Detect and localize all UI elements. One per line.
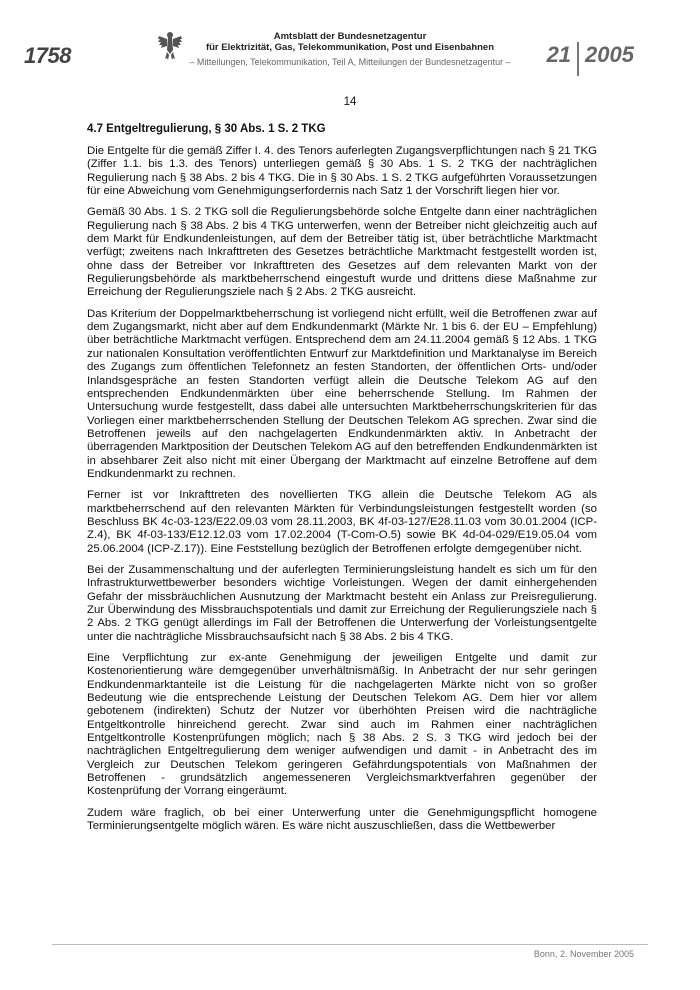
page-number: 1758: [24, 43, 71, 68]
gazette-header: [180, 31, 520, 68]
document-body: [87, 122, 597, 842]
paragraph: Gemäß 30 Abs. 1 S. 2 TKG soll die Regulierungsbehörde solche Entgelte dann einer nachträglichen Regulierung nach § 38 Abs. 2 bis 4 TKG unterwerfen, wenn der Betreiber nicht gleichzeitig auch auf dem Markt für Endkundenleistungen, auf dem der Betreiber tätig ist, über beträchtliche Marktmacht verfügt; zweitens nach Inkrafttreten des Gesetzes beträchtliche Marktmacht festgestellt worden ist, ohne dass der Betreiber vor Inkrafttreten des Gesetzes auf dem relevanten Markt von der Regulierungsbehörde als marktbeherrschend eingestuft wurde und drittens diese Maßnahme zur Erreichung der Regulierungsziele nach § 2 Abs. 2 TKG ausreicht.: [87, 206, 597, 299]
issue-year: 2005: [585, 42, 634, 67]
section-heading: 4.7 Entgeltregulierung, § 30 Abs. 1 S. 2 TKG: [87, 123, 326, 135]
issue-number: 21: [546, 42, 572, 67]
gazette-title-sub: für Elektrizität, Gas, Telekommunikation, Post und Eisenbahnen: [205, 42, 495, 53]
footer-divider: [52, 944, 648, 945]
paragraph: Ferner ist vor Inkrafttreten des novellierten TKG allein die Deutsche Telekom AG als marktbeherrschend auf den relevanten Märkten für Verbindungsleistungen festgestellt worden (so Beschluss BK 4c-03-123/E22.09.03 vom 28.11.2003, BK 4f-03-127/E28.11.03 vom 30.01.2004 (ICP-Z.4), BK 4f-03-133/E12.12.03 vom 17.02.2004 (T-Com-O.5) sowie BK 4d-04-029/E19.05.04 vom 25.06.2004 (ICP-Z.17)). Eine Feststellung bezüglich der Betroffenen erfolgte demgegenüber nicht.: [87, 489, 597, 555]
paragraph: Bei der Zusammenschaltung und der auferlegten Terminierungsleistung handelt es sich um für den Infrastrukturwettbewerber besonders wichtige Vorleistungen. Wegen der damit einhergehenden Gefahr der missbräuchlichen Ausnutzung der Marktmacht besteht ein Anlass zur Preisregulierung. Zur Überwindung des Missbrauchspotentials und damit zur Erreichung der Regulierungsziele nach § 2 Abs. 2 TKG genügt allerdings im Fall der Betroffenen die Unterwerfung der Vorleistungsentgelte unter die nachträgliche Missbrauchsaufsicht nach § 38 Abs. 2 bis 4 TKG.: [87, 563, 597, 643]
gazette-title: Amtsblatt der Bundesnetzagentur: [273, 31, 427, 42]
gazette-subtitle: – Mitteilungen, Telekommunikation, Teil A, Mitteilungen der Bundesnetzagentur –: [189, 57, 511, 67]
paragraph: Eine Verpflichtung zur ex-ante Genehmigung der jeweiligen Entgelte und damit zur Kostenorientierung wäre demgegenüber unverhältnismäßig. In Anbetracht der nur sehr geringen Endkundenmarktanteile ist die Leistung für die nachgelagerten Märkte nicht von so großer Bedeutung wie die entsprechende Leistung der Deutschen Telekom AG. Dem hier vor allem gebotenem (indirekten) Schutz der Nutzer vor überhöhten Preisen wird die nachträgliche Entgeltkontrolle hinreichend gerecht. Zwar sind auch im Rahmen einer nachträglichen Entgeltkontrolle Kostenprüfungen möglich; nach § 38 Abs. 2 S. 3 TKG wird jedoch bei der nachträglichen Entgeltregulierung dem weniger aufwendigen und damit - in Anbetracht des im Vergleich zur Deutschen Telekom geringeren Gefährdungspotentials von Maßnahmen der Betroffenen - grundsätzlich angemesseneren Vergleichsmarktverfahren gegenüber der Kostenprüfung der Vorrang eingeräumt.: [87, 652, 597, 798]
issue-block: [547, 42, 634, 76]
paragraph: Das Kriterium der Doppelmarktbeherrschung ist vorliegend nicht erfüllt, weil die Betroffenen zwar auf dem Zugangsmarkt, nicht aber auf dem Endkundenmarkt (Märkte Nr. 1 bis 6. der EU – Empfehlung) über beträchtliche Marktmacht verfügen. Entsprechend dem am 24.11.2004 gemäß § 12 Abs. 1 TKG zur nationalen Konsultation veröffentlichten Entwurf zur Marktdefinition und Marktanalyse im Bereich des Zugangs zum öffentlichen Telefonnetz an festen Standorten, der öffentlichen Orts- und/oder Inlandsgespräche an festen Standorten verfügt allein die Deutsche Telekom AG auf den entsprechenden Endkundenmärkten über eine beherrschende Stellung. Im Rahmen der Untersuchung wurde festgestellt, dass dabei alle untersuchten Marktbeherrschungskriterien für das Vorliegen einer marktbeherrschenden Stellung der Deutschen Telekom AG sprechen. Zwar sind die Betroffenen jeweils auf den nachgelagerten Endkundenmärkten aktiv. In Anbetracht der überragenden Marktposition der Deutschen Telekom AG auf den betreffenden Endkundenmärkten ist in absehbarer Zeit also nicht mit einer Übergang der Marktmacht auf einzelne Betroffene auf dem Endkundenmarkt zu rechnen.: [87, 307, 597, 480]
document-page-number: 14: [343, 96, 357, 108]
paragraph: Die Entgelte für die gemäß Ziffer I. 4. des Tenors auferlegten Zugangsverpflichtungen nach § 21 TKG (Ziffer 1.1. bis 1.3. des Tenors) unterliegen gemäß § 30 Abs. 1 S. 2 TKG der nachträglichen Regulierung nach § 38 Abs. 2 bis 4 TKG. Die in § 30 Abs. 1 S. 2 TKG aufgeführten Voraussetzungen für eine Abweichung vom Genehmigungserfordernis nach Satz 1 der Vorschrift liegen hier vor.: [87, 145, 597, 198]
footer-place-date: Bonn, 2. November 2005: [533, 949, 634, 959]
paragraph: Zudem wäre fraglich, ob bei einer Unterwerfung unter die Genehmigungspflicht homogene Terminierungsentgelte möglich wären. Es wäre nicht auszuschließen, dass die Wettbewerber: [87, 806, 597, 833]
